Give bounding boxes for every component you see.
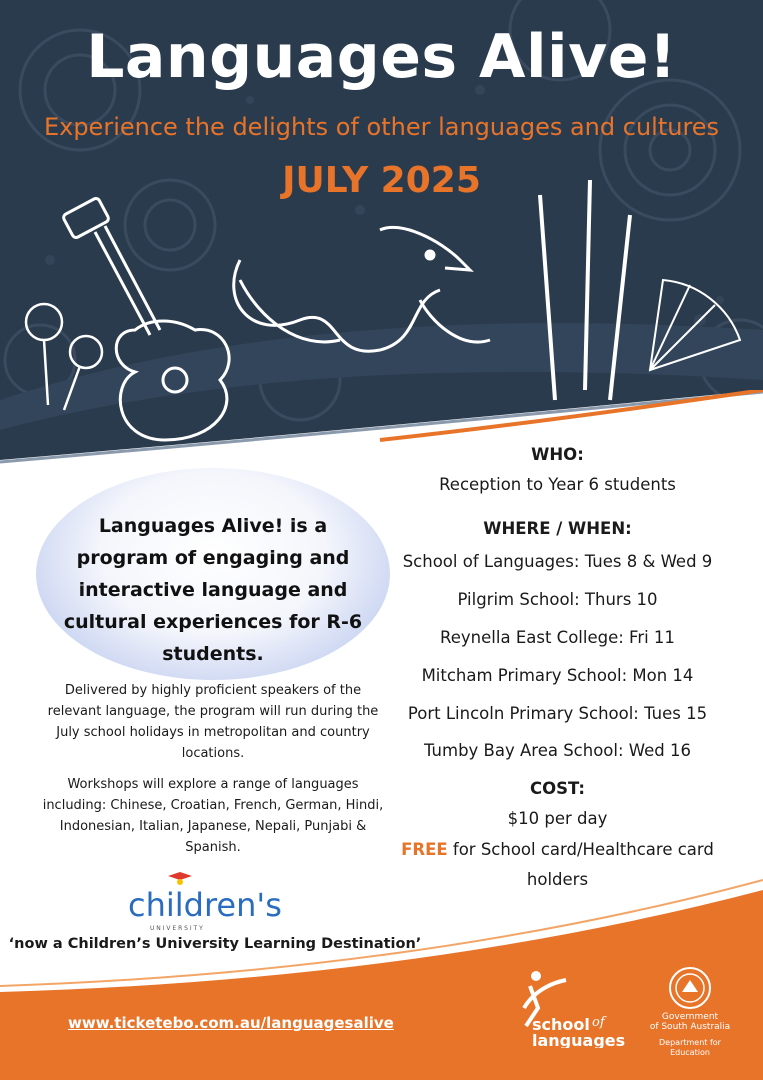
government-label: of South Australia <box>649 1022 731 1032</box>
government-crest-icon <box>644 966 736 1012</box>
concession-tail: holders <box>526 870 589 889</box>
school-of-languages-logo <box>516 968 626 1048</box>
booking-link[interactable]: www.ticketebo.com.au/languagesalive <box>68 1014 394 1032</box>
cost-concession <box>395 840 720 859</box>
languages-paragraph: Workshops will explore a range of languages including: Chinese, Croatian, French, German, Hindi, Indonesian, Italian, Japanese, Nepali, Punjabi & Spanish. <box>42 777 384 855</box>
government-label: Government <box>661 1012 719 1022</box>
cu-logo-sub: U N I V E R S I T Y <box>150 925 203 932</box>
concession-text: for School card/Healthcare card <box>447 840 714 859</box>
childrens-university-logo <box>128 872 298 934</box>
cost-heading: COST: <box>530 779 585 798</box>
who-heading: WHO: <box>531 445 584 464</box>
free-label: FREE <box>401 840 448 859</box>
page-title: Languages Alive! <box>86 22 677 92</box>
location-item: Pilgrim School: Thurs 10 <box>457 590 658 609</box>
location-item: Mitcham Primary School: Mon 14 <box>421 666 694 685</box>
location-item: Port Lincoln Primary School: Tues 15 <box>407 704 708 723</box>
svg-text:of: of <box>592 1015 605 1030</box>
department-label: Department for Education <box>659 1038 721 1057</box>
where-heading: WHERE / WHEN: <box>483 519 632 538</box>
cu-logo-word: children's <box>128 886 282 924</box>
svg-text:school: school <box>532 1015 590 1034</box>
svg-text:languages: languages <box>532 1031 626 1048</box>
location-item: Tumby Bay Area School: Wed 16 <box>423 741 692 760</box>
program-highlight: Languages Alive! is a program of engaging and interactive language and cultural experiences for R-6 students. <box>63 515 363 665</box>
cu-tagline: ‘now a Children’s University Learning Destination’ <box>8 936 422 952</box>
event-date: JULY 2025 <box>282 160 481 201</box>
who-text: Reception to Year 6 students <box>439 475 676 494</box>
location-item: School of Languages: Tues 8 & Wed 9 <box>402 552 713 571</box>
cost-price: $10 per day <box>507 809 608 828</box>
location-item: Reynella East College: Fri 11 <box>440 628 675 647</box>
delivery-paragraph: Delivered by highly proficient speakers of the relevant language, the program will run during the July school holidays in metropolitan and country locations. <box>47 683 379 761</box>
page-subtitle: Experience the delights of other languages and cultures <box>43 113 720 141</box>
